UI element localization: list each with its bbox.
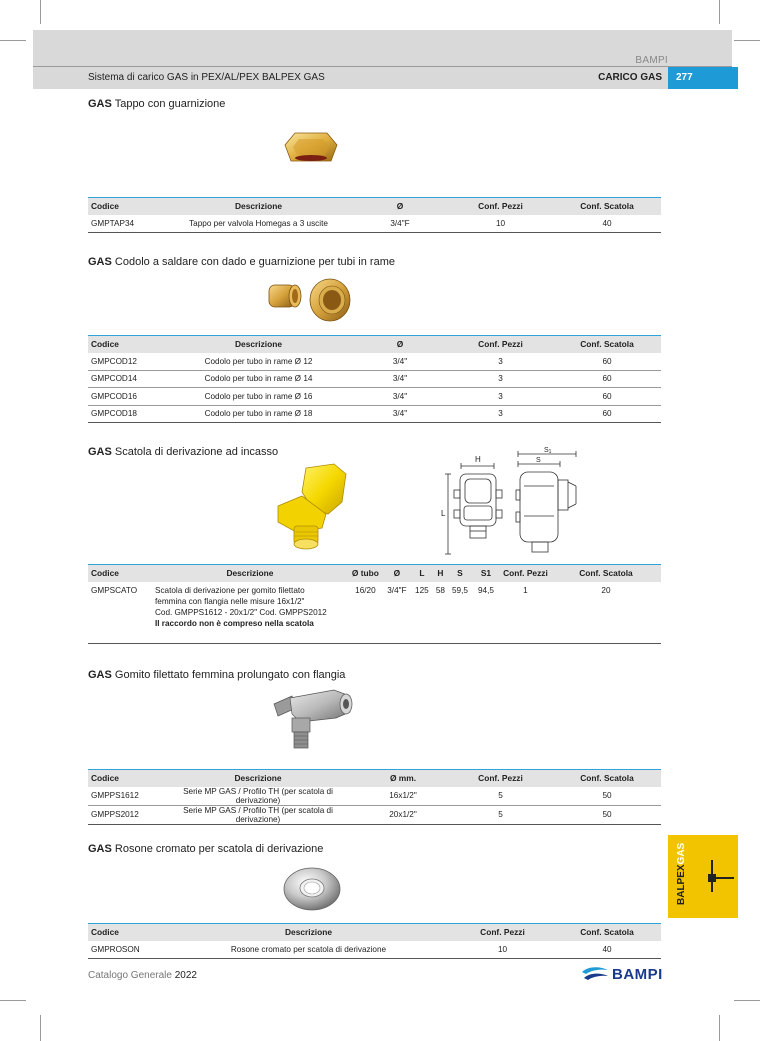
- description-note: Il raccordo non è compreso nella scatola: [154, 618, 314, 628]
- col-h: H: [433, 565, 448, 582]
- description-cell: Scatola di derivazione per gomito filettato femmina con flangia nelle misure 16x1/2" Cod. GMPPS1612 - 20x1/2" Cod. GMPPS2012 Il raccordo non è compreso nella scatola: [152, 582, 348, 644]
- table-row: GMPCOD16 Codolo per tubo in rame Ø 16 3/4" 3 60: [88, 388, 661, 406]
- diagram-label-s: S: [536, 457, 541, 464]
- header-section: CARICO GAS: [598, 72, 662, 83]
- col-conf-pezzi: Conf. Pezzi: [448, 198, 553, 215]
- col-diametro: Ø: [352, 336, 448, 353]
- header-rule: [33, 66, 732, 67]
- footer-catalog: Catalogo Generale 2022: [88, 970, 197, 981]
- col-codice: Codice: [88, 565, 152, 582]
- col-descrizione: Descrizione: [165, 924, 452, 941]
- pipe-tee-icon: [700, 858, 734, 894]
- col-conf-scatola: Conf. Scatola: [553, 336, 661, 353]
- junction-box-diagram: [440, 446, 586, 556]
- col-codice: Codice: [88, 770, 158, 787]
- col-l: L: [411, 565, 433, 582]
- table-row: GMPPS1612 Serie MP GAS / Profilo TH (per scatola di derivazione) 16x1/2" 5 50: [88, 787, 661, 806]
- col-conf-pezzi: Conf. Pezzi: [452, 924, 553, 941]
- bampi-logo-icon: [580, 964, 610, 984]
- page-number: 277: [668, 67, 738, 89]
- bampi-logo-text: BAMPI: [612, 966, 663, 983]
- crop-mark: [734, 1000, 760, 1001]
- elbow-image: [270, 688, 356, 754]
- col-codice: Codice: [88, 198, 165, 215]
- cap-image: [283, 127, 339, 167]
- table-row: GMPSCATO Scatola di derivazione per gomito filettato femmina con flangia nelle misure 16x1/2" Cod. GMPPS1612 - 20x1/2" Cod. GMPPS2012 Il raccordo non è compreso nella scatola 16/20 3/4"F 125 58 59,5 94,5 1 20: [88, 582, 661, 644]
- rosette-image: [282, 864, 342, 912]
- table-tappo: [88, 197, 661, 233]
- crop-mark: [40, 0, 41, 24]
- section-title-codolo: GAS Codolo a saldare con dado e guarnizione per tubi in rame: [88, 256, 395, 268]
- table-codolo: [88, 335, 661, 423]
- crop-mark: [0, 1000, 26, 1001]
- section-title-gomito: GAS Gomito filettato femmina prolungato con flangia: [88, 669, 346, 681]
- codolo-image: [266, 276, 354, 324]
- col-descrizione: Descrizione: [152, 565, 348, 582]
- col-descrizione: Descrizione: [165, 198, 352, 215]
- col-s1: S1: [472, 565, 500, 582]
- diagram-label-l: L: [441, 509, 446, 518]
- crop-mark: [0, 40, 26, 41]
- header-title: Sistema di carico GAS in PEX/AL/PEX BALPEX GAS: [88, 72, 325, 83]
- col-diametro-tubo: Ø tubo: [348, 565, 383, 582]
- junction-box-image: [272, 462, 352, 554]
- col-conf-pezzi: Conf. Pezzi: [500, 565, 551, 582]
- col-conf-pezzi: Conf. Pezzi: [448, 336, 553, 353]
- diagram-label-h: H: [475, 455, 481, 464]
- side-tab-label: BALPEXGAS: [676, 842, 687, 905]
- table-row: GMPTAP34 Tappo per valvola Homegas a 3 uscite 3/4"F 10 40: [88, 215, 661, 233]
- col-diametro: Ø: [352, 198, 448, 215]
- col-conf-pezzi: Conf. Pezzi: [448, 770, 553, 787]
- table-row: GMPROSON Rosone cromato per scatola di derivazione 10 40: [88, 941, 661, 959]
- table-scatola: [88, 564, 661, 644]
- section-title-tappo: GAS Tappo con guarnizione: [88, 98, 226, 110]
- table-row: GMPCOD12 Codolo per tubo in rame Ø 12 3/4" 3 60: [88, 353, 661, 371]
- table-row: GMPCOD18 Codolo per tubo in rame Ø 18 3/4" 3 60: [88, 405, 661, 423]
- col-conf-scatola: Conf. Scatola: [553, 198, 661, 215]
- crop-mark: [40, 1015, 41, 1041]
- col-codice: Codice: [88, 924, 165, 941]
- table-row: GMPPS2012 Serie MP GAS / Profilo TH (per scatola di derivazione) 20x1/2" 5 50: [88, 805, 661, 824]
- col-conf-scatola: Conf. Scatola: [553, 924, 661, 941]
- crop-mark: [719, 0, 720, 24]
- crop-mark: [719, 1015, 720, 1041]
- section-title-scatola: GAS Scatola di derivazione ad incasso: [88, 446, 279, 458]
- table-row: GMPCOD14 Codolo per tubo in rame Ø 14 3/4" 3 60: [88, 370, 661, 388]
- col-diametro-mm: Ø mm.: [358, 770, 448, 787]
- crop-mark: [734, 40, 760, 41]
- col-diametro: Ø: [383, 565, 411, 582]
- col-descrizione: Descrizione: [165, 336, 352, 353]
- col-conf-scatola: Conf. Scatola: [551, 565, 661, 582]
- col-descrizione: Descrizione: [158, 770, 358, 787]
- header-brand: BAMPI: [635, 55, 668, 66]
- section-title-rosone: GAS Rosone cromato per scatola di derivazione: [88, 843, 324, 855]
- table-rosone: [88, 923, 661, 959]
- col-conf-scatola: Conf. Scatola: [553, 770, 661, 787]
- col-s: S: [448, 565, 472, 582]
- col-codice: Codice: [88, 336, 165, 353]
- table-gomito: [88, 769, 661, 825]
- diagram-label-s1: S1: [544, 447, 552, 455]
